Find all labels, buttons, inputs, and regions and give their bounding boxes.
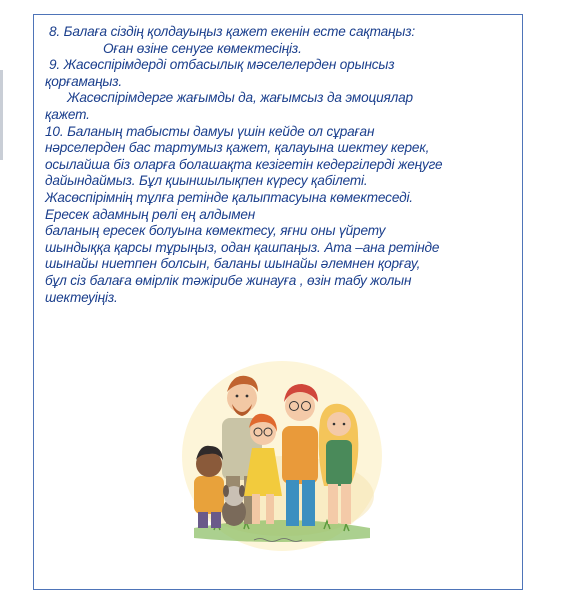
text-line: шындыққа қарсы тұрыңыз, одан қашпаңыз. Ата –ана ретінде <box>45 239 440 255</box>
text-line: шынайы ниетпен болсын, баланы шынайы әлемнен қорғау, <box>45 256 421 272</box>
text-line-8-heading: 8. Балаға сіздің қолдауыңыз қажет екенін есте сақтаңыз: <box>49 24 416 39</box>
text-line: қажет. <box>45 106 90 122</box>
text-line: бұл сіз балаға өмірлік тәжірибе жинауға , өзін табу жолын <box>45 272 412 288</box>
text-line: нәрселерден бас тартумыз қажет, қалауына шектеу керек, <box>45 140 430 156</box>
text-line: осылайша біз оларға болашақта кезігетін кедергілерді жеңуге <box>45 156 443 172</box>
document-text <box>45 24 515 306</box>
text-line: Жасөспірімдерге жағымды да, жағымсыз да эмоциялар <box>67 90 413 106</box>
page-edge-divider <box>0 70 3 160</box>
text-line: Жасөспірімнің тұлға ретінде қалыптасуына көмектеседі. <box>45 189 413 205</box>
text-line: дайындаймыз. Бұл қиыншылықпен күресу қабілеті. <box>45 173 368 189</box>
dog-figure <box>222 485 246 526</box>
text-line-9-heading: 9. Жасөспірімдерді отбасылық мәселелерден орынсыз <box>49 57 395 73</box>
text-line: Ересек адамның рөлі ең алдымен <box>45 206 256 222</box>
text-line: қорғамаңыз. <box>45 73 123 89</box>
text-line: шектеуіңіз. <box>45 289 118 305</box>
text-line-10-heading: 10. Баланың табысты дамуы үшін кейде ол сұраған <box>45 123 375 139</box>
text-line: баланың ересек болуына көмектесу, яғни оны үйрету <box>45 223 386 239</box>
family-illustration-icon <box>174 336 386 554</box>
text-line-8-sub: Оған өзіне сенуге көмектесіңіз. <box>103 40 302 56</box>
